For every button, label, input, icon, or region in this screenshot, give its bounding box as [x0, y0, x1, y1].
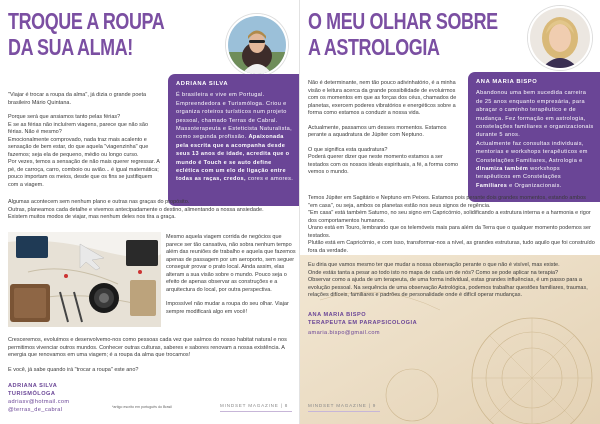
- right-page: [300, 0, 600, 424]
- paragraph: O que significa esta quadratura? Poderá querer dizer que neste momento estamos a ser testados com os nossos ideais espirituais, a fé, a forma como vemos o mundo.: [308, 146, 459, 175]
- beside-photo-column: [166, 234, 296, 316]
- paragraph: Mesmo aquela viagem corrida de negócios que parece ser tão cansativa, não sobra nenhum tempo além das reuniões de trabalho e aquela que fazemos apenas de passagem por um aeroporto, sem seguer conseguir provar o prato local. Ainda assim, elas alteram a sua visão sobre o mundo. Pouco seja o efeito de apenas observar as construções e a arquitectura do local, por outra perspectiva.: [166, 234, 296, 293]
- signature-email-link[interactable]: amaria.bispo@gmail.com: [308, 330, 380, 336]
- signature-name: ANA MARIA BISPO: [308, 312, 367, 318]
- author-avatar: [528, 6, 592, 70]
- bio-author-name: ANA MARIA BISPO: [476, 79, 538, 85]
- author-avatar: [226, 14, 288, 76]
- author-bio-box: [468, 72, 600, 202]
- closing-column: [8, 337, 296, 374]
- intro-column: [8, 92, 163, 196]
- intro-paragraph: Porque será que ansiamos tanto pelas férias? E se as férias não incluírem viagens, parece que não são férias. Não é mesmo? Emocionalmente comprovado, nada traz mais acalento e sensação de bem estar, do que aquela "viagenzinha" que fazemos; seja ela de pequeno, médio ou longo curso. Por vezes, temos a sensação de não mais querer regressar. A pé, de carroça, carro, comboio ou avião... é igual matemática; pouco importam os meios, desde que os fins se justifiquem com a viagem.: [8, 114, 160, 188]
- full-width-paragraph: Algumas acontecem sem nenhum plano e outras nas graças do propósito. Outras, planeamos cada detalhe e vivemos antecipadamente o destino, alimentando a nossa ansiedade. Existem muitos modos de viajar, mas nenhum deles nos tira a graça.: [8, 199, 264, 220]
- footer-rule: [308, 411, 380, 412]
- paragraph: Actualmente, passamos um desses momentos. Estamos perante a aquadratura de Júpiter com Neptuno.: [308, 124, 447, 138]
- signature-role: TURISMÓLOGA: [8, 391, 56, 397]
- right-title-line-1: O MEU OLHAR SOBRE: [308, 8, 498, 34]
- right-title-line-2: A ASTROLOGIA: [308, 34, 440, 60]
- signature-name: ADRIANA SILVA: [8, 383, 58, 389]
- right-full-column: [308, 195, 596, 300]
- footer-rule: [220, 411, 292, 412]
- signature-email-link[interactable]: adriasv@hotmail.com: [8, 399, 70, 405]
- signature-role: TERAPEUTA EM PARAPSICOLOGIA: [308, 320, 418, 326]
- right-column: [308, 80, 463, 184]
- left-title-line-2: DA SUA ALMA!: [8, 34, 133, 60]
- signature-social-handle[interactable]: @terras_de_cabral: [8, 407, 63, 413]
- paragraph: Temos Júpiter em Sagitário e Neptuno em Peixes. Estamos pois perante dois grandes momentos, estando ambos "em casa", ou seja, ambos os planetas estão nos seus signos de regência. "Em casa" está também Saturno, no seu signo em Capricórnio, solidificando a estrutura interna e a harmonia e rigor dos comportamentos humanos. Urano está em Touro, lembrando que os telemóveis mais para além da Terra que o qualquer momento podemos ser testados. Plutão está em Capricórnio, e com isso, transformar-nos a nível, as grandes estruturas, tudo aquilo que foi construído fora da verdade.: [308, 195, 595, 254]
- paragraph: Eu diria que vamos mesmo ter que mudar a nossa observação perante o que não é visível, mas existe. Onde estás tanta a pesar ao todo isto no mapa de cada um de nós? Como se pode aplicar na terapia? Observar como a ajuda de um terapeuta, de uma forma individual, estas grandes influências, é um passo para a evolução pessoal. Na sequência de uma observação Astrológica, podemos trabalhar questões familiares, traumas, relações difíceis, familiares e padrões de personalidade onde é difícil operar mudanças.: [308, 262, 588, 298]
- intro-paragraph: "Viajar é trocar a roupa da alma", já dizia o grande poeta brasileiro Mário Quintana.: [8, 92, 147, 106]
- left-title-line-1: TROQUE A ROUPA: [8, 8, 165, 34]
- bio-author-name: ADRIANA SILVA: [176, 81, 229, 87]
- paragraph: E você, já sabe quando irá "trocar a roupa" este ano?: [8, 366, 139, 373]
- footnote: *artigo escrito em português do Brasil: [112, 405, 172, 409]
- right-article-title: [308, 8, 498, 60]
- page-footer: MINDSET MAGAZINE | 9: [308, 403, 377, 408]
- left-article-title: [8, 8, 164, 60]
- author-bio-box: [168, 74, 300, 206]
- paragraph: Cresceremos, evoluímos e desenvolvemo-nos como pessoas cada vez que saímos do nosso habitat natural e nos permitimos vivenciar outros mundos. Conhecer outras culturas, saberes e sabores renovam a nossa existência. A energia que renovamos em uma viagem; é a roupa da alma que trocamos!: [8, 337, 287, 358]
- paragraph: Impossível não mudar a roupa do seu olhar. Viajar sempre modificará algo em você!: [166, 301, 289, 315]
- bio-text: É brasileira e vive em Portugal. Empreendedora e Turismóloga. Criou e organiza roteiros turísticos num projeto pessoal, chamado Terras de Cabral. Massoterapeuta e Esteticista Naturalista, como segunda profissão. Apaixonada pela escrita que a acompanha desde seus 13 anos de idade, acredita que o mundo é Touch e se auto define eclética com um elo de ligação entre todas as raças, credos, cores e amores.: [176, 92, 294, 183]
- page-footer: MINDSET MAGAZINE | 8: [220, 403, 289, 408]
- paragraph: Não é determinante, nem tão pouco adivinhatório, é a minha visão e leitura acerca da grande possibilidade de evoluirmos com os momentos em que as forças dos céus, chamados de planetas, exercem poderes vibratórios e energéticos sobre a forma como estamos a conduzir a nossa vida.: [308, 80, 457, 116]
- bio-text: Abandonou uma bem sucedida carreira de 25 anos enquanto empresária, para abraçar o caminho terapêutico e de mudança. Fez formação em astrologia, constelações familiares e organizacionais durante 5 anos. Actualmente faz consultas individuais, mentorias e workshops terapêuticos em Constelações Familiares, Astrologia e dinamiza também workshops terapêuticos em Constelações Familiares e Organizacionais.: [476, 90, 594, 189]
- travel-flatlay-photo: [8, 232, 161, 327]
